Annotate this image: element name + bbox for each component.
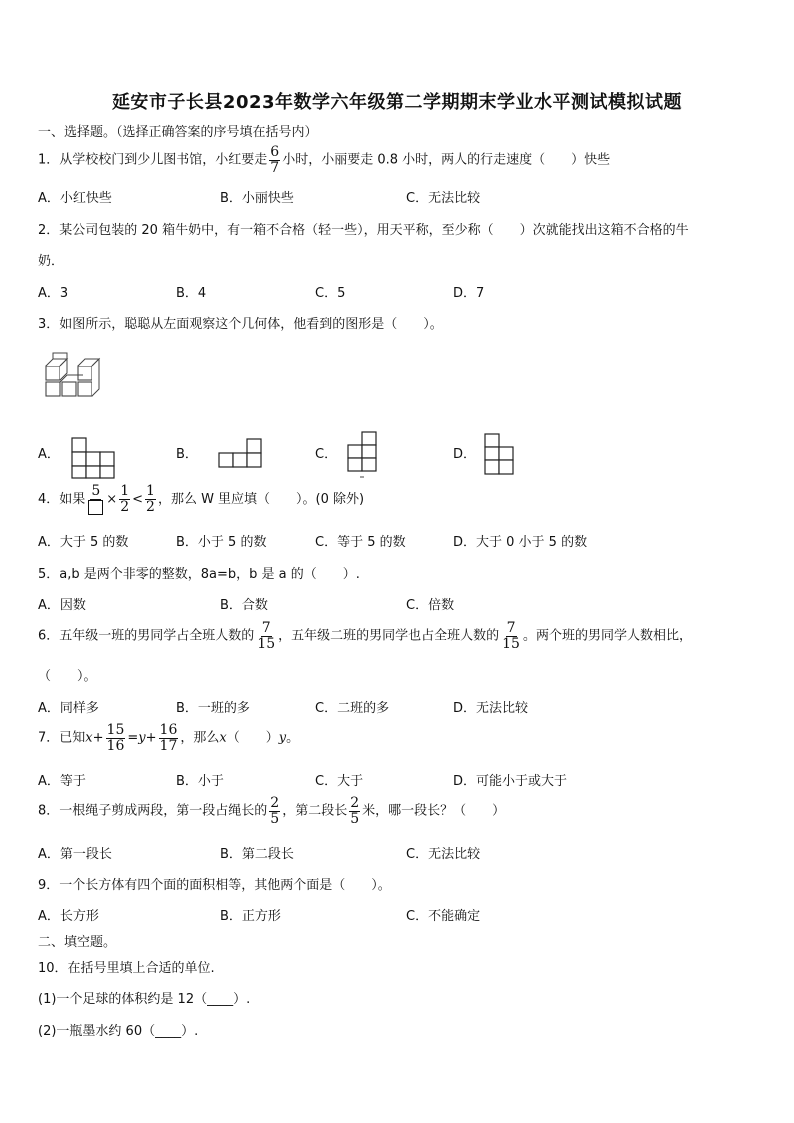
q1-option-c: C．无法比较 (406, 191, 481, 206)
less-than-sign: < (132, 491, 144, 507)
fraction-numerator: 1 (120, 483, 130, 500)
question-6-pre: 6．五年级一班的男同学占全班人数的 (38, 628, 255, 644)
question-8 (38, 796, 505, 826)
fraction-denominator: 2 (120, 498, 130, 515)
fraction-denominator-box (87, 500, 104, 515)
fraction-denominator: 7 (270, 159, 280, 176)
q9-option-a: A．长方形 (38, 909, 99, 924)
q2-option-c: C．5 (315, 286, 346, 301)
fraction-5-over-box (87, 484, 104, 515)
fraction-1-2 (119, 484, 130, 514)
question-10: 10．在括号里填上合适的单位. (38, 961, 215, 976)
fraction-6-7 (269, 145, 280, 175)
q6-option-d: D．无法比较 (453, 701, 529, 716)
fraction-numerator: 16 (159, 722, 178, 738)
q6-option-a: A．同样多 (38, 701, 99, 716)
fraction-1-2 (145, 484, 156, 514)
solid-figure-cubes (46, 353, 99, 396)
question-6 (38, 621, 692, 651)
section-heading-fill: 二、填空题。 (38, 935, 117, 950)
q7-option-c: C．大于 (315, 774, 364, 789)
question-8-mid: ，第二段长 (282, 803, 348, 819)
q5-option-c: C．倍数 (406, 598, 455, 613)
variable-y: y (138, 730, 146, 746)
q3-option-c-shape (346, 430, 380, 480)
question-5: 5．a,b 是两个非零的整数，8a=b，b 是 a 的（ ）. (38, 567, 360, 582)
plus-sign: + (145, 730, 157, 746)
question-1 (38, 145, 610, 175)
q6-option-b: B．一班的多 (176, 701, 250, 716)
fraction-7-15 (501, 621, 521, 651)
question-6-mid: ，五年级二班的男同学也占全班人数的 (278, 628, 500, 644)
q3-option-c: C． (315, 447, 338, 462)
fraction-numerator: 1 (146, 483, 155, 500)
question-7 (38, 723, 299, 753)
q4-option-c: C．等于 5 的数 (315, 535, 406, 550)
variable-y: y (278, 730, 287, 746)
question-4-post: ，那么 W 里应填（ ）。(0 除外) (157, 491, 365, 507)
question-7-mid: ，那么 (180, 730, 220, 746)
fraction-2-5 (269, 796, 280, 826)
fraction-denominator: 15 (502, 635, 520, 652)
blank-box (88, 500, 103, 515)
q3-option-a: A． (38, 447, 60, 462)
fraction-numerator: 2 (270, 795, 280, 811)
fraction-15-16 (106, 723, 126, 753)
fraction-7-15 (256, 621, 276, 651)
question-1-pre: 1．从学校校门到少儿图书馆，小红要走 (38, 152, 268, 168)
question-8-post: 米，哪一段长？（ ） (362, 803, 506, 819)
q1-option-a: A．小红快些 (38, 191, 112, 206)
fraction-denominator: 16 (106, 737, 125, 754)
fraction-denominator: 15 (257, 635, 276, 652)
q7-option-d: D．可能小于或大于 (453, 774, 568, 789)
q4-option-d: D．大于 0 小于 5 的数 (453, 535, 588, 550)
fraction-denominator: 5 (270, 810, 280, 827)
fraction-numerator: 2 (350, 795, 360, 811)
question-6-line-2: （ ）。 (38, 669, 97, 684)
fraction-16-17 (159, 723, 179, 753)
fraction-denominator: 5 (350, 810, 360, 827)
question-2-line-2: 奶． (38, 254, 65, 269)
q4-option-a: A．大于 5 的数 (38, 535, 129, 550)
variable-x: x (219, 730, 227, 746)
q7-option-a: A．等于 (38, 774, 86, 789)
times-sign: × (106, 491, 118, 507)
q1-option-b: B．小丽快些 (220, 191, 294, 206)
fraction-numerator: 5 (91, 483, 101, 499)
variable-x: x (85, 730, 93, 746)
q8-option-b: B．第二段长 (220, 847, 294, 862)
section-heading-choice: 一、选择题。（选择正确答案的序号填在括号内） (38, 125, 318, 140)
q4-option-b: B．小于 5 的数 (176, 535, 267, 550)
q3-option-d: D． (453, 447, 477, 462)
fraction-denominator: 17 (159, 737, 178, 754)
question-7-post: 。 (286, 730, 300, 746)
question-1-post: 小时，小丽要走 0.8 小时，两人的行走速度（ ）快些 (282, 152, 611, 168)
question-4-pre: 4．如果 (38, 491, 86, 507)
question-10-sub-1: (1)一个足球的体积约是 12（____）. (38, 992, 251, 1007)
q3-option-b-shape (216, 437, 264, 469)
fraction-2-5 (349, 796, 360, 826)
question-9: 9．一个长方体有四个面的面积相等，其他两个面是（ ）。 (38, 878, 391, 893)
q5-option-b: B．合数 (220, 598, 268, 613)
q2-option-d: D．7 (453, 286, 485, 301)
q9-option-c: C．不能确定 (406, 909, 481, 924)
q7-option-b: B．小于 (176, 774, 224, 789)
q3-option-d-shape (483, 432, 517, 478)
q8-option-a: A．第一段长 (38, 847, 112, 862)
q3-option-b: B． (176, 447, 198, 462)
question-7-pre: 7．已知 (38, 730, 86, 746)
fraction-numerator: 7 (506, 620, 516, 636)
fraction-numerator: 6 (270, 144, 280, 160)
fraction-numerator: 15 (106, 722, 125, 738)
q8-option-c: C．无法比较 (406, 847, 481, 862)
question-6-post: 。两个班的男同学人数相比， (522, 628, 692, 644)
q2-option-b: B．4 (176, 286, 207, 301)
plus-sign: + (92, 730, 104, 746)
q6-option-c: C．二班的多 (315, 701, 390, 716)
equals-sign: = (127, 730, 139, 746)
q3-option-a-shape (70, 436, 116, 480)
fraction-numerator: 7 (261, 620, 271, 636)
q9-option-b: B．正方形 (220, 909, 281, 924)
solid-figure (45, 352, 101, 400)
question-2-line-1: 2．某公司包装的 20 箱牛奶中，有一箱不合格（轻一些），用天平称，至少称（ ）次就能找出这箱不合格的牛 (38, 223, 689, 238)
answer-blank: （ ） (226, 730, 279, 746)
question-8-pre: 8．一根绳子剪成两段，第一段占绳长的 (38, 803, 268, 819)
page-title: 延安市子长县2023年数学六年级第二学期期末学业水平测试模拟试题 (111, 92, 683, 113)
question-3: 3．如图所示，聪聪从左面观察这个几何体，他看到的图形是（ ）。 (38, 317, 443, 332)
fraction-denominator: 2 (146, 498, 155, 515)
q5-option-a: A．因数 (38, 598, 86, 613)
q2-option-a: A．3 (38, 286, 69, 301)
question-10-sub-2: (2)一瓶墨水约 60（____）. (38, 1024, 199, 1039)
question-4 (38, 484, 364, 515)
